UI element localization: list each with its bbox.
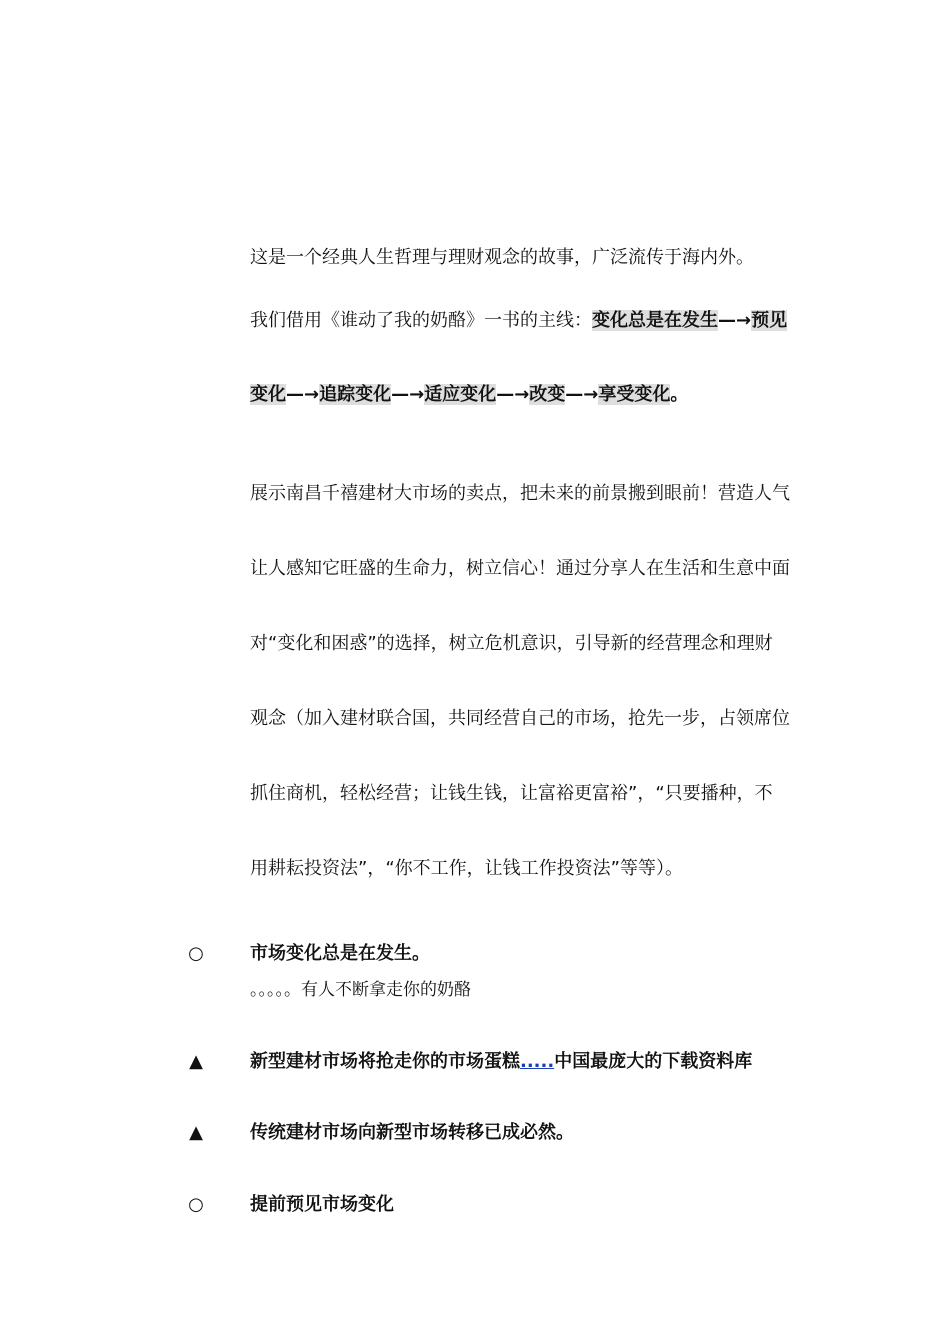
arrow-icon: —→: [286, 384, 320, 405]
paragraph-line-2: 让人感知它旺盛的生命力，树立信心！通过分享人在生活和生意中面: [250, 558, 790, 579]
item-3-text: 传统建材市场向新型市场转移已成必然。: [250, 1122, 574, 1143]
intro-line-3: [250, 382, 688, 408]
paragraph-line-4: 观念（加入建材联合国，共同经营自己的市场，抢先一步，占领席位: [250, 708, 790, 729]
paragraph-line-3: 对“变化和困惑”的选择，树立危机意识，引导新的经营理念和理财: [250, 633, 773, 654]
paragraph-line-6: 用耕耘投资法”，“你不工作，让钱工作投资法”等等）。: [250, 858, 683, 879]
paragraph-line-1: 展示南昌千禧建材大市场的卖点，把未来的前景搬到眼前！营造人气: [250, 483, 790, 504]
item-2-text-row: [250, 1049, 752, 1075]
arrow-icon: —→: [718, 310, 752, 331]
intro-line-2: [250, 308, 787, 334]
step-foresee-part2: 变化: [250, 384, 286, 405]
step-foresee-part1: 预见: [751, 310, 788, 331]
arrow-icon: —→: [496, 384, 530, 405]
arrow-icon: —→: [391, 384, 425, 405]
intro-prefix: 我们借用《谁动了我的奶酪》一书的主线：: [250, 310, 592, 331]
item-4-text: 提前预见市场变化: [250, 1194, 394, 1215]
triangle-bullet-icon: ▲: [189, 1122, 203, 1143]
step-change: 改变: [529, 384, 566, 405]
step-adapt: 适应变化: [424, 384, 497, 405]
dots-link[interactable]: .....: [520, 1051, 555, 1072]
step-track: 追踪变化: [319, 384, 392, 405]
item-2-suffix: 中国最庞大的下载资料库: [554, 1051, 753, 1072]
intro-line-1: 这是一个经典人生哲理与理财观念的故事，广泛流传于海内外。: [250, 247, 754, 268]
item-1-subtext: 。。。。。有人不断拿走你的奶酪: [250, 980, 471, 1000]
step-change-happens: 变化总是在发生: [592, 310, 718, 331]
arrow-icon: —→: [565, 384, 599, 405]
circle-bullet-icon: ○: [188, 1194, 204, 1215]
circle-bullet-icon: ○: [188, 943, 204, 964]
item-1-text: 市场变化总是在发生。: [250, 943, 430, 964]
paragraph-line-5: 抓住商机，轻松经营；让钱生钱，让富裕更富裕”，“只要播种，不: [250, 783, 773, 804]
end-mark: 。: [670, 384, 689, 405]
step-enjoy: 享受变化: [598, 384, 671, 405]
item-2-text: 新型建材市场将抢走你的市场蛋糕: [250, 1051, 520, 1072]
triangle-bullet-icon: ▲: [189, 1051, 203, 1072]
